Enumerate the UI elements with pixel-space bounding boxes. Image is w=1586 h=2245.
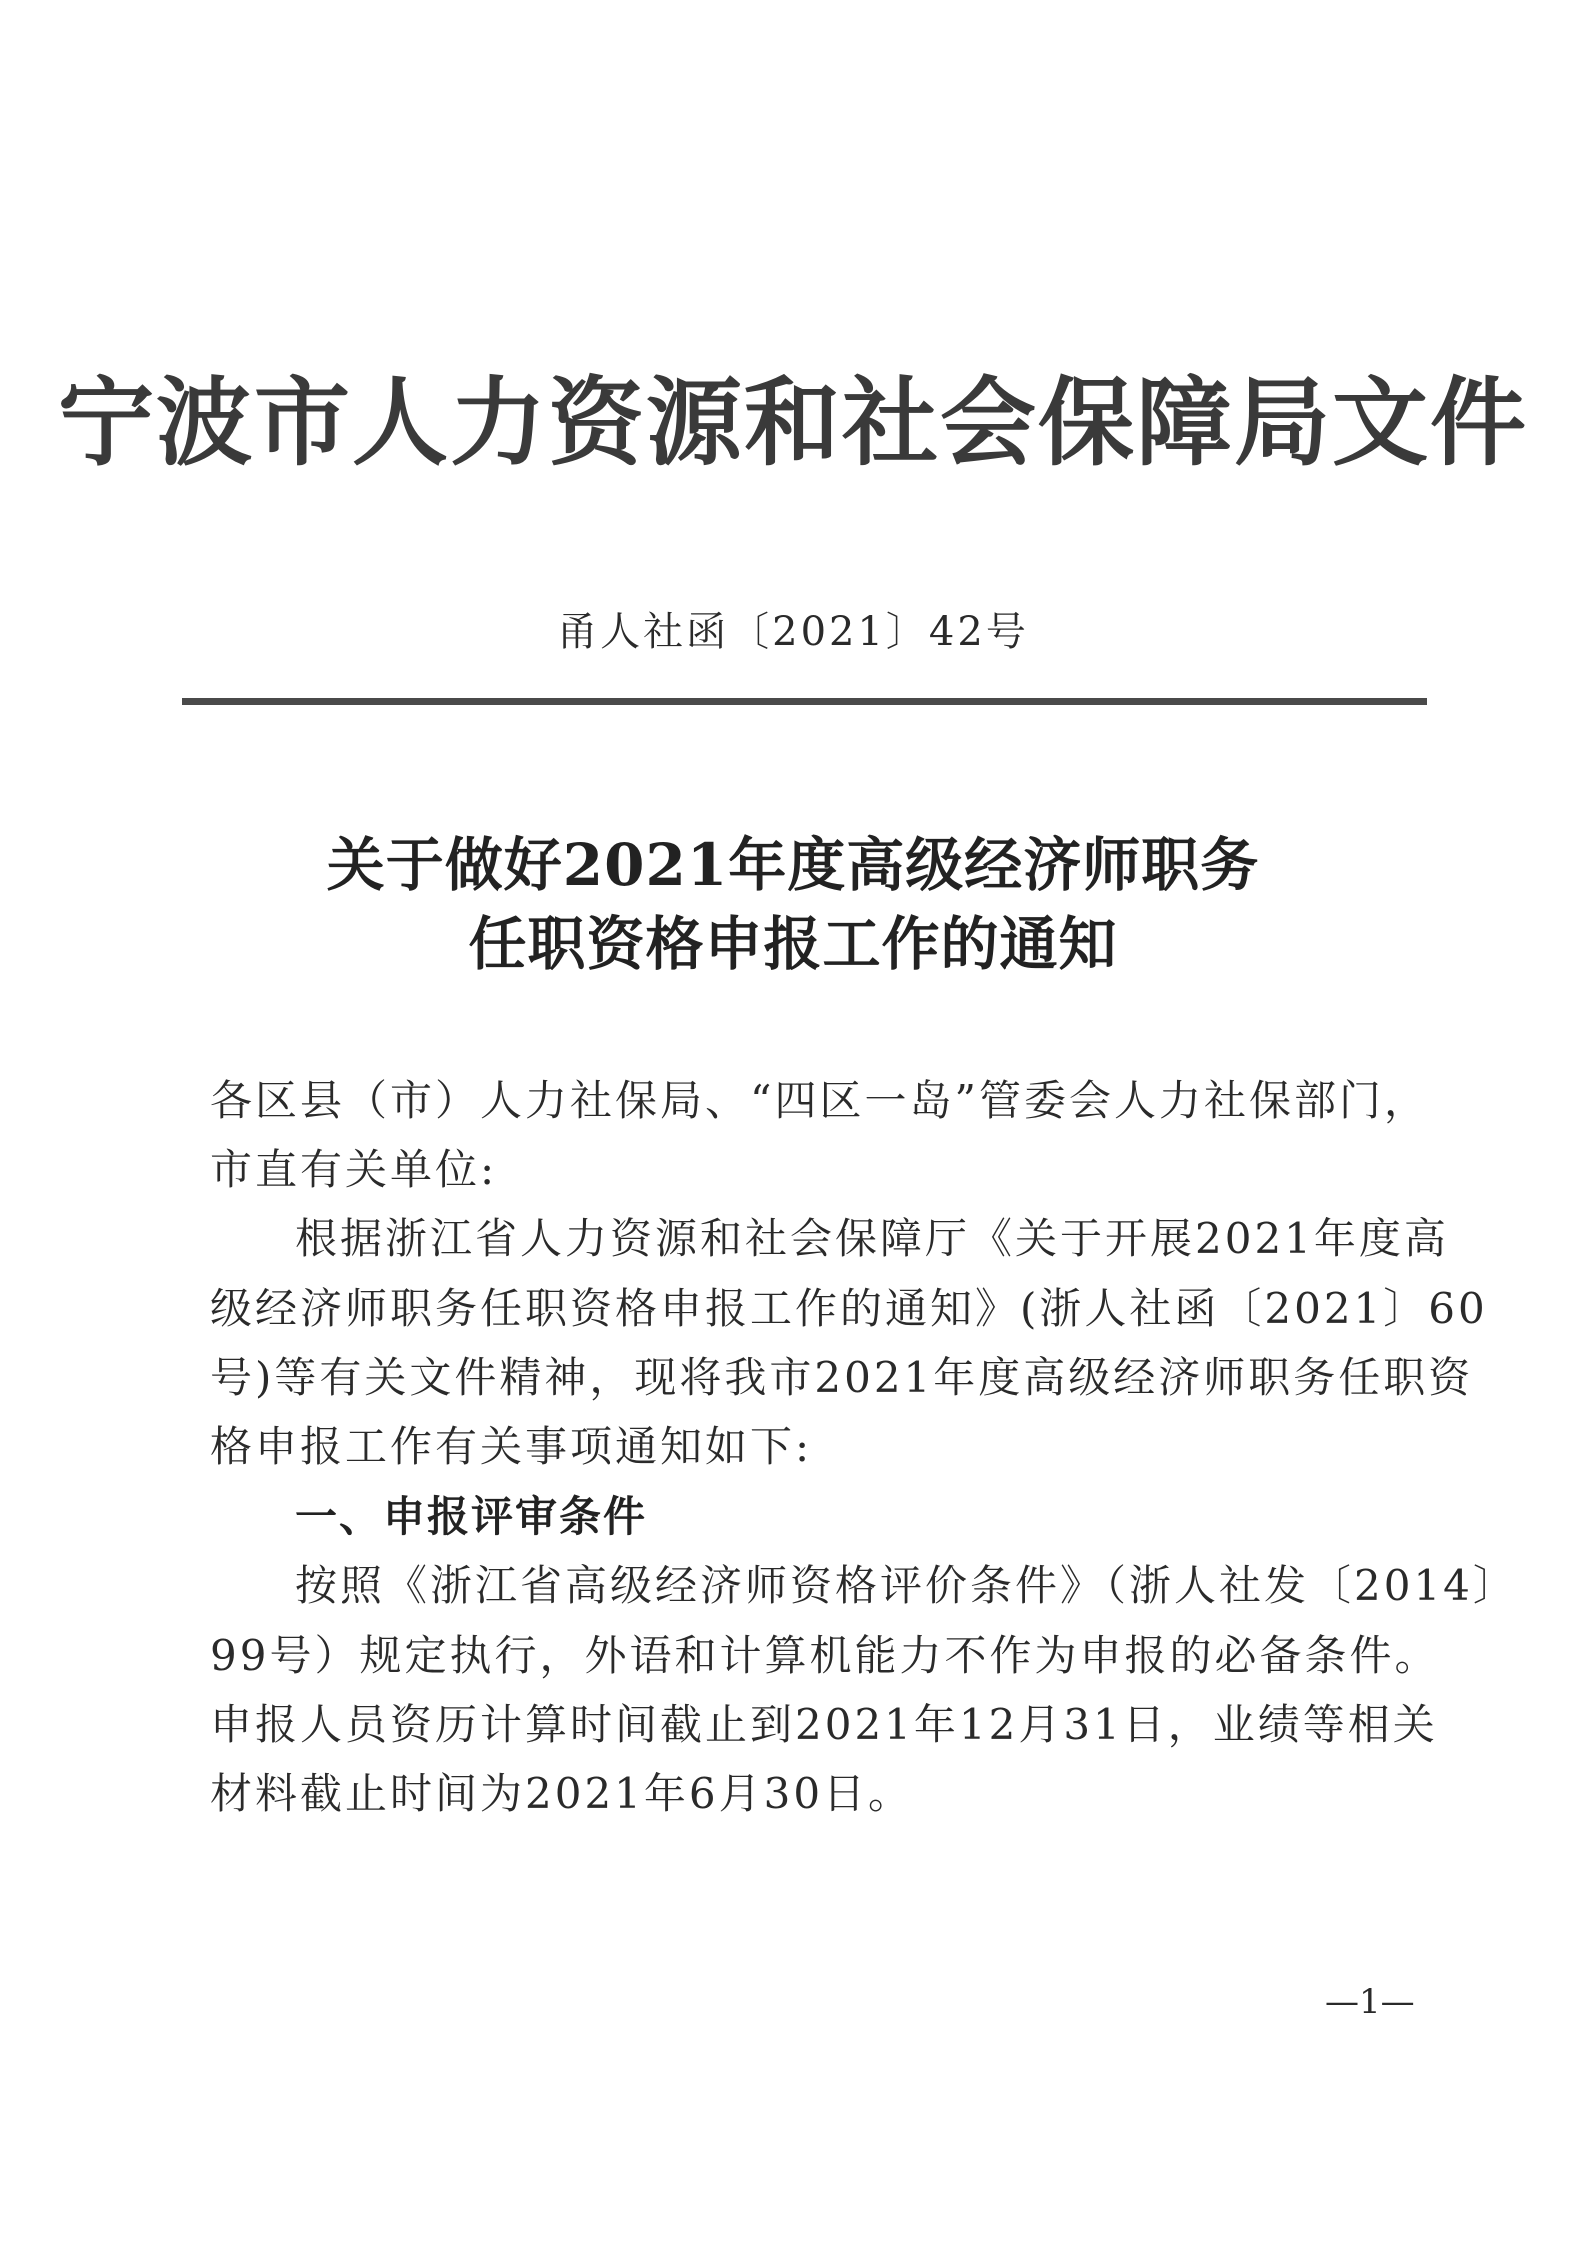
agency-header-title: 宁波市人力资源和社会保障局文件 xyxy=(58,367,1528,479)
notice-title-line-2: 任职资格申报工作的通知 xyxy=(468,910,1118,978)
paragraph-2-line-4: 材料截止时间为2021年6月30日。 xyxy=(210,1769,914,1818)
paragraph-1-line-3: 号)等有关文件精神，现将我市2021年度高级经济师职务任职资 xyxy=(210,1353,1474,1402)
salutation-line-2: 市直有关单位: xyxy=(210,1145,498,1194)
notice-title-line-1: 关于做好2021年度高级经济师职务 xyxy=(326,831,1260,899)
paragraph-2-line-2: 99号）规定执行，外语和计算机能力不作为申报的必备条件。 xyxy=(210,1631,1440,1680)
header-divider xyxy=(182,698,1427,705)
page-number: —1— xyxy=(1325,1982,1415,2022)
salutation-line-1: 各区县（市）人力社保局、“四区一岛”管委会人力社保部门， xyxy=(210,1076,1429,1125)
paragraph-1-line-4: 格申报工作有关事项通知如下: xyxy=(210,1422,813,1471)
paragraph-1-line-1: 根据浙江省人力资源和社会保障厅《关于开展2021年度高 xyxy=(295,1214,1449,1263)
paragraph-1-line-2: 级经济师职务任职资格申报工作的通知》(浙人社函〔2021〕60 xyxy=(210,1284,1488,1333)
paragraph-2-line-3: 申报人员资历计算时间截止到2021年12月31日，业绩等相关 xyxy=(210,1700,1438,1749)
section-heading-1: 一、申报评审条件 xyxy=(295,1492,648,1541)
document-number: 甬人社函〔2021〕42号 xyxy=(557,609,1029,655)
paragraph-2-line-1: 按照《浙江省高级经济师资格评价条件》（浙人社发〔2014〕 xyxy=(295,1561,1518,1610)
